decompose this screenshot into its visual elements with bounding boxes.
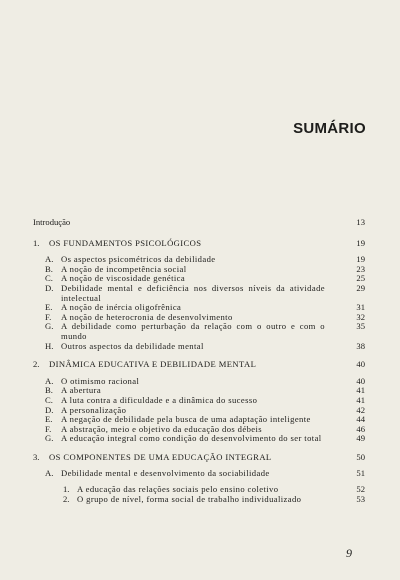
toc-page-number: 38 xyxy=(356,340,365,351)
chapter-number: 1. xyxy=(33,237,40,248)
subsection-number: 1. xyxy=(63,484,70,495)
section-letter: E. xyxy=(45,302,53,313)
chapter-title: OS COMPONENTES DE UMA EDUCAÇÃO INTEGRAL xyxy=(49,451,272,462)
section-letter: B. xyxy=(45,263,53,274)
toc-chapter-heading xyxy=(33,360,365,370)
toc-page-number: 50 xyxy=(356,451,365,462)
section-letter: E. xyxy=(45,414,53,425)
section-title: A noção de inércia oligofrênica xyxy=(61,302,182,313)
toc-section-row xyxy=(33,469,365,479)
toc-section-row xyxy=(33,342,365,352)
toc-page-number: 40 xyxy=(356,375,365,386)
section-title: A debilidade como perturbação da relação com o outro e com o mundo xyxy=(61,321,325,341)
toc-chapter xyxy=(33,239,365,361)
chapter-title: DINÂMICA EDUCATIVA E DEBILIDADE MENTAL xyxy=(49,359,257,370)
section-title: Debilidade mental e deficiência nos diversos níveis da atividade intelectual xyxy=(61,282,325,303)
section-letter: B. xyxy=(45,385,53,396)
section-title: Os aspectos psicométricos da debilidade xyxy=(61,254,216,265)
section-title: A noção de incompetência social xyxy=(61,263,187,274)
toc-page-number: 35 xyxy=(356,321,365,332)
toc-page-number: 46 xyxy=(356,423,365,434)
section-title: A negação de debilidade pela busca de uma adaptação inteligente xyxy=(61,414,311,425)
section-title: Debilidade mental e desenvolvimento da sociabilidade xyxy=(61,468,270,479)
toc-section-row xyxy=(33,284,365,303)
chapter-list xyxy=(33,239,365,505)
section-title: A noção de heterocronia de desenvolvimento xyxy=(61,311,233,322)
toc-section-row xyxy=(33,434,365,444)
section-letter: F. xyxy=(45,423,52,434)
toc-page-number: 32 xyxy=(356,311,365,322)
section-letter: C. xyxy=(45,273,53,284)
chapter-number: 2. xyxy=(33,359,40,370)
subsection-title: O grupo de nível, forma social de trabalho individualizado xyxy=(77,493,302,504)
subsection-title: A educação das relações sociais pelo ensino coletivo xyxy=(77,484,279,495)
toc-page-number: 25 xyxy=(356,273,365,284)
toc-page-number: 41 xyxy=(356,394,365,405)
section-title: A abstração, meio e objetivo da educação dos débeis xyxy=(61,423,263,434)
section-title: A abertura xyxy=(61,385,102,396)
page-title: SUMÁRIO xyxy=(293,120,366,137)
toc-page-number: 13 xyxy=(356,217,365,227)
toc-page-number: 49 xyxy=(356,433,365,444)
toc-entry-text: Introdução xyxy=(33,217,71,227)
chapter-number: 3. xyxy=(33,451,40,462)
section-letter: A. xyxy=(45,375,54,386)
section-letter: C. xyxy=(45,394,53,405)
toc-page-number: 44 xyxy=(356,414,365,425)
section-letter: A. xyxy=(45,254,54,265)
page-number: 9 xyxy=(346,546,352,560)
toc-page-number: 19 xyxy=(356,254,365,265)
toc-page-number: 41 xyxy=(356,385,365,396)
toc-page-number: 19 xyxy=(356,237,365,248)
toc-page-number: 53 xyxy=(356,493,365,504)
section-title: A personalização xyxy=(61,404,127,415)
toc-intro-row xyxy=(33,218,365,228)
toc-chapter-heading xyxy=(33,239,365,249)
chapter-title: OS FUNDAMENTOS PSICOLÓGICOS xyxy=(49,237,202,248)
toc-subsection-row xyxy=(33,495,365,505)
toc-chapter xyxy=(33,453,365,504)
toc-page-number: 31 xyxy=(356,302,365,313)
section-title: O otimismo racional xyxy=(61,375,140,386)
section-letter: G. xyxy=(45,433,54,444)
toc-chapter xyxy=(33,360,365,453)
toc-page-number: 23 xyxy=(356,263,365,274)
subsection-number: 2. xyxy=(63,493,70,504)
section-title: Outros aspectos da debilidade mental xyxy=(61,340,204,351)
section-letter: D. xyxy=(45,404,54,415)
section-title: A educação integral como condição do desenvolvimento do ser total xyxy=(61,433,322,444)
toc-chapter-heading xyxy=(33,453,365,463)
section-letter: H. xyxy=(45,340,54,351)
section-letter: G. xyxy=(45,321,54,332)
section-letter: A. xyxy=(45,468,54,479)
toc-section-row xyxy=(33,322,365,341)
toc-page-number: 51 xyxy=(356,468,365,479)
section-title: A noção de viscosidade genética xyxy=(61,273,186,284)
toc-page-number: 40 xyxy=(356,359,365,370)
section-title: A luta contra a dificuldade e a dinâmica do sucesso xyxy=(61,394,258,405)
toc-page-number: 42 xyxy=(356,404,365,415)
table-of-contents xyxy=(33,218,365,504)
toc-page-number: 52 xyxy=(356,484,365,495)
section-letter: D. xyxy=(45,282,54,293)
toc-page-number: 29 xyxy=(356,282,365,293)
section-letter: F. xyxy=(45,311,52,322)
